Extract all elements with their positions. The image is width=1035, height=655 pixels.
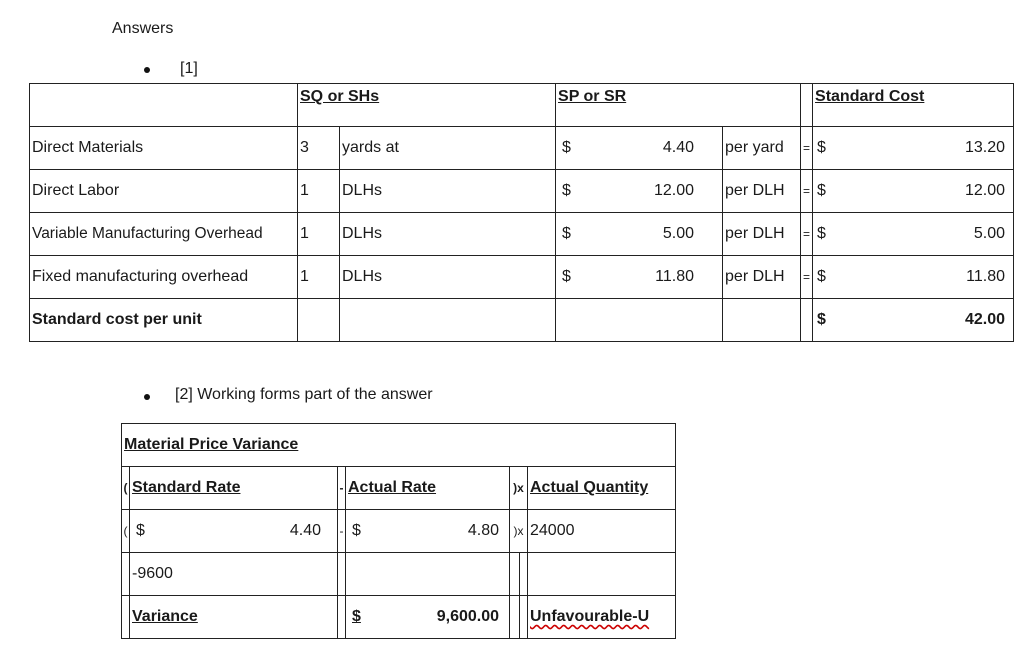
act-rate-currency: $	[352, 522, 361, 539]
row-qty: 1	[298, 213, 340, 256]
close-paren-times: )x	[510, 510, 528, 553]
row-currency: $	[562, 139, 571, 156]
std-rate-value: 4.40	[289, 522, 321, 539]
row-qty: 1	[298, 170, 340, 213]
open-paren: (	[122, 467, 130, 510]
row-unit: yards at	[340, 127, 556, 170]
bullet-icon	[144, 394, 150, 400]
row-per: per DLH	[723, 256, 801, 299]
bullet-1-text: [1]	[180, 60, 198, 77]
variance-value: 9,600.00	[436, 608, 499, 625]
table-row	[30, 170, 1014, 213]
header-sq: SQ or SHs	[300, 88, 380, 105]
actual-quantity-value: 24000	[528, 510, 676, 553]
standard-cost-table	[29, 83, 1014, 342]
table-row	[30, 213, 1014, 256]
bullet-2-text: [2] Working forms part of the answer	[175, 386, 433, 403]
std-rate-currency: $	[136, 522, 145, 539]
bullet-icon	[144, 67, 150, 73]
values-row	[122, 510, 676, 553]
result-row	[122, 553, 676, 596]
header-actual-rate: Actual Rate	[348, 479, 437, 496]
row-currency: $	[562, 182, 571, 199]
result-value: -9600	[130, 553, 338, 596]
row-cost-currency: $	[817, 182, 826, 199]
header-actual-quantity: Actual Quantity	[530, 479, 649, 496]
row-equals: =	[801, 213, 813, 256]
row-price: 4.40	[662, 139, 695, 156]
row-price: 12.00	[653, 182, 695, 199]
variance-currency: $	[352, 608, 361, 625]
row-per: per DLH	[723, 170, 801, 213]
row-cost-currency: $	[817, 268, 826, 285]
header-sp: SP or SR	[558, 88, 627, 105]
row-label: Direct Labor	[30, 170, 298, 213]
row-label: Direct Materials	[30, 127, 298, 170]
row-cost: 13.20	[964, 139, 1006, 156]
header-row	[122, 467, 676, 510]
row-unit: DLHs	[340, 170, 556, 213]
row-currency: $	[562, 268, 571, 285]
close-paren-times: )x	[510, 467, 528, 510]
row-unit: DLHs	[340, 213, 556, 256]
minus-sign: -	[338, 510, 346, 553]
row-cost: 11.80	[966, 268, 1006, 285]
variance-type: Unfavourable-U	[530, 608, 650, 625]
row-cost: 12.00	[964, 182, 1006, 199]
header-standard-rate: Standard Rate	[132, 479, 241, 496]
row-equals: =	[801, 127, 813, 170]
act-rate-value: 4.80	[467, 522, 499, 539]
total-currency: $	[817, 311, 826, 328]
row-label: Fixed manufacturing overhead	[30, 256, 298, 299]
row-cost: 5.00	[973, 225, 1006, 242]
variance-label: Variance	[132, 608, 198, 625]
row-unit: DLHs	[340, 256, 556, 299]
row-cost-currency: $	[817, 225, 826, 242]
row-per: per yard	[723, 127, 801, 170]
total-row	[30, 299, 1014, 342]
table-row	[30, 127, 1014, 170]
row-cost-currency: $	[817, 139, 826, 156]
total-value: 42.00	[964, 311, 1006, 328]
row-price: 5.00	[662, 225, 695, 242]
row-equals: =	[801, 170, 813, 213]
open-paren: (	[122, 510, 130, 553]
row-price: 11.80	[655, 268, 695, 285]
variance-row	[122, 596, 676, 639]
variance-title: Material Price Variance	[124, 436, 299, 453]
material-price-variance-table	[121, 423, 676, 639]
row-label: Variable Manufacturing Overhead	[30, 213, 298, 256]
title-row	[122, 424, 676, 467]
answers-heading: Answers	[112, 20, 174, 37]
header-standard-cost: Standard Cost	[815, 88, 925, 105]
empty-cell	[801, 84, 813, 127]
empty-cell	[30, 84, 298, 127]
table-row	[30, 256, 1014, 299]
total-label: Standard cost per unit	[30, 299, 298, 342]
table-header-row	[30, 84, 1014, 127]
row-per: per DLH	[723, 213, 801, 256]
row-equals: =	[801, 256, 813, 299]
row-qty: 3	[298, 127, 340, 170]
minus-sign: -	[338, 467, 346, 510]
row-currency: $	[562, 225, 571, 242]
row-qty: 1	[298, 256, 340, 299]
